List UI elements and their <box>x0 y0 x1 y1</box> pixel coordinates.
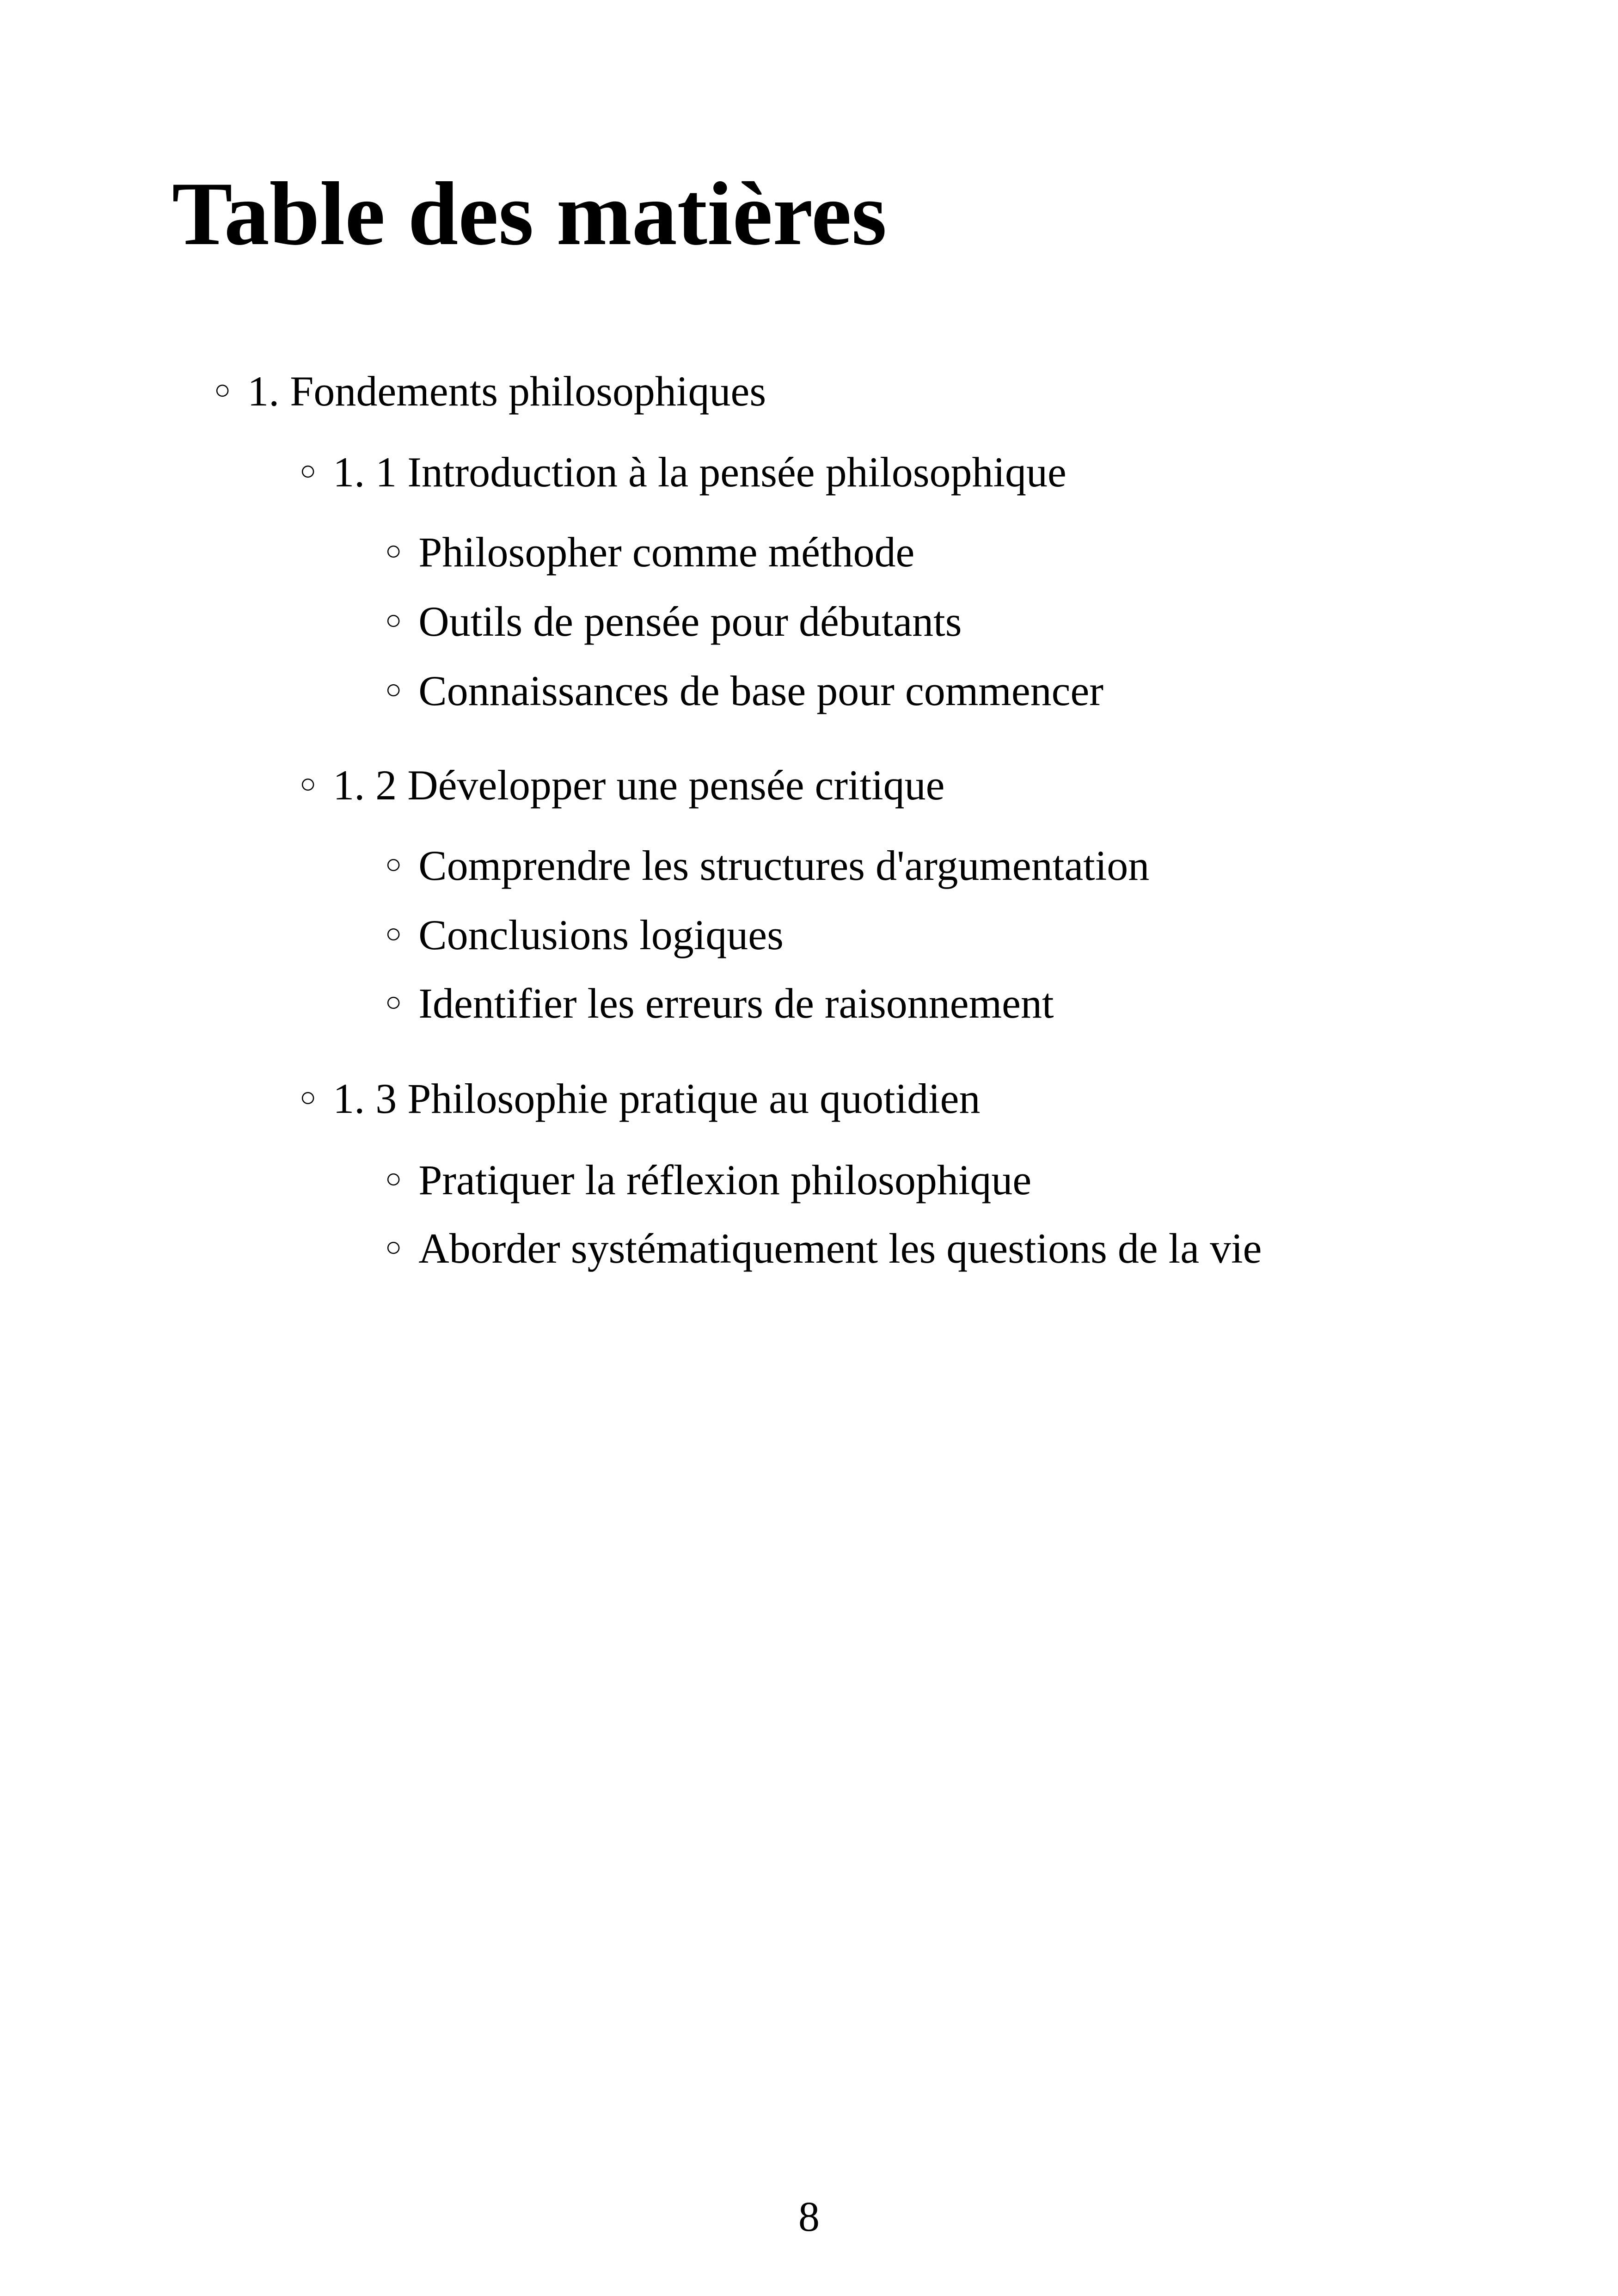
toc-entry-label: Aborder systématiquement les questions de la vie <box>418 1225 1262 1272</box>
toc-entry-subsection[interactable] <box>385 600 962 643</box>
toc-entry-subsection[interactable] <box>385 844 1149 887</box>
circle-bullet-icon: ○ <box>385 987 402 1017</box>
toc-entry-label: Connaissances de base pour commencer <box>418 667 1103 714</box>
toc-entry-label: 1. 1 Introduction à la pensée philosophique <box>333 448 1066 496</box>
toc-entry-subsection[interactable] <box>385 1156 1032 1203</box>
toc-entry-subsection[interactable] <box>385 1227 1262 1270</box>
toc-entry-chapter-1[interactable] <box>214 368 766 415</box>
circle-bullet-icon: ○ <box>385 674 402 705</box>
toc-entry-label: Comprendre les structures d'argumentation <box>418 842 1150 889</box>
page-title: Table des matières <box>172 164 887 264</box>
toc-entry-label: 1. 2 Développer une pensée critique <box>333 761 945 809</box>
toc-entry-label: Philosopher comme méthode <box>418 528 915 576</box>
circle-bullet-icon: ○ <box>385 918 402 949</box>
toc-entry-label: Identifier les erreurs de raisonnement <box>418 980 1054 1027</box>
toc-entry-label: 1. 3 Philosophie pratique au quotidien <box>333 1075 981 1122</box>
toc-entry-label: Outils de pensée pour débutants <box>418 598 962 645</box>
toc-entry-subsection[interactable] <box>385 911 784 958</box>
toc-entry-subsection[interactable] <box>385 528 915 576</box>
circle-bullet-icon: ○ <box>385 849 402 879</box>
toc-entry-subsection[interactable] <box>385 982 1054 1025</box>
circle-bullet-icon: ○ <box>385 605 402 635</box>
circle-bullet-icon: ○ <box>300 455 317 486</box>
circle-bullet-icon: ○ <box>300 1082 317 1112</box>
toc-entry-subsection[interactable] <box>385 669 1103 712</box>
circle-bullet-icon: ○ <box>214 374 231 405</box>
toc-entry-section-1-2[interactable] <box>300 761 945 809</box>
toc-entry-label: 1. Fondements philosophiques <box>247 368 766 415</box>
circle-bullet-icon: ○ <box>385 1163 402 1194</box>
page-number: 8 <box>798 2193 820 2240</box>
circle-bullet-icon: ○ <box>385 1232 402 1262</box>
toc-entry-section-1-1[interactable] <box>300 448 1066 496</box>
circle-bullet-icon: ○ <box>300 768 317 799</box>
toc-entry-section-1-3[interactable] <box>300 1077 981 1120</box>
toc-entry-label: Conclusions logiques <box>418 911 784 958</box>
circle-bullet-icon: ○ <box>385 535 402 566</box>
toc-entry-label: Pratiquer la réflexion philosophique <box>418 1156 1032 1203</box>
